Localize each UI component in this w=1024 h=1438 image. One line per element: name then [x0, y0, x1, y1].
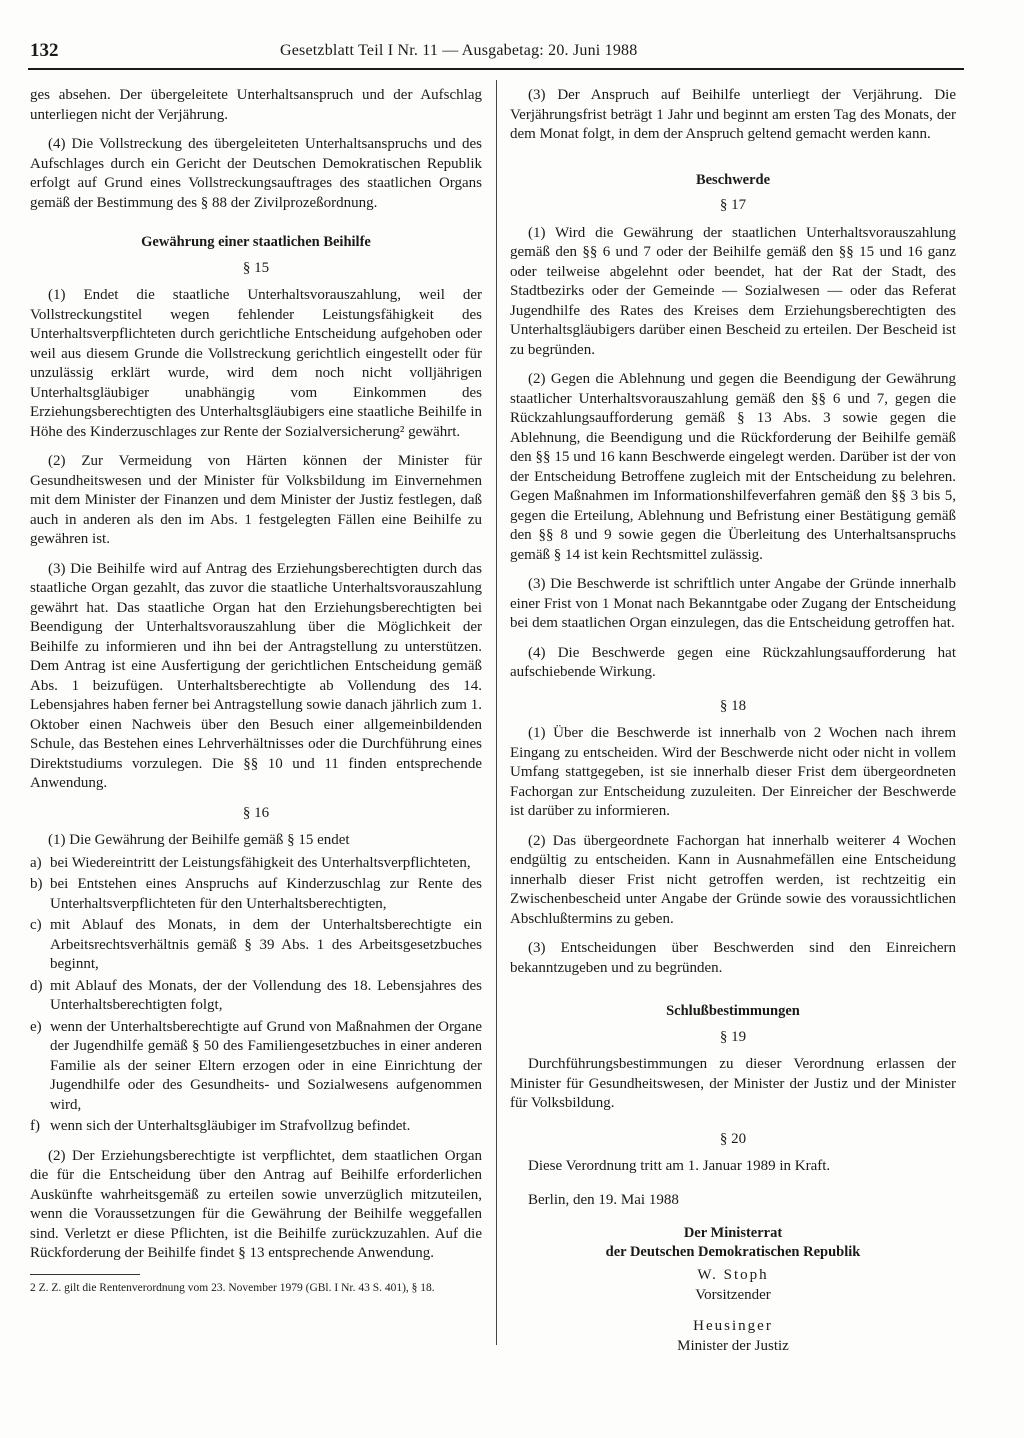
signatory-name: W. Stoph: [697, 1267, 769, 1283]
paragraph-20: Diese Verordnung tritt am 1. Januar 1989 in Kraft.: [528, 1158, 831, 1174]
header-rule: [28, 68, 964, 70]
paragraph-15-1: (1) Endet die staatliche Unterhaltsvorauszahlung, weil der Vollstreckungstitel wegen fehlender Leistungsfähigkeit des Unterhaltsverpflichteten durch gerichtliche Entscheidung aufgehoben oder weil aus diesem Grunde die Vollstreckung gerichtlich eingestellt oder für unzulässig erklärt wurde, wird dem noch nicht volljährigen Unterhaltsgläubiger unabhängig vom Einkommen des Erziehungsberechtigten des Unterhaltsgläubigers eine staatliche Beihilfe in Höhe des Kinderzuschlages zur Rente der Sozialversicherung² gewährt.: [30, 287, 482, 440]
paragraph-14-4: (4) Die Vollstreckung des übergeleiteten Unterhaltsanspruchs und des Aufschlages durch ein Gericht der Deutschen Demokratischen Republik erfolgt auf Grund eines Vollstreckungsauftrages des staatlichen Organs gemäß der Bestimmung des § 88 der Zivilprozeßordnung.: [30, 136, 482, 211]
paragraph-18-2: (2) Das übergeordnete Fachorgan hat innerhalb weiterer 4 Wochen endgültig zu entscheiden. Kann in Ausnahmefällen eine Entscheidung innerhalb dieser Frist nicht getroffen werden, ist rechtzeitig ein Zwischenbescheid unter Angabe der Gründe sowie des voraussichtlichen Abschlußtermins zu geben.: [510, 832, 956, 927]
footnote-rule: [30, 1274, 140, 1275]
paragraph-16-3: (3) Der Anspruch auf Beihilfe unterliegt der Verjährung. Die Verjährungsfrist beträgt 1 Jahr und beginnt am ersten Tag des Monats, der dem Monat folgt, in dem der Anspruch geltend gemacht werden kann.: [510, 87, 956, 142]
right-column: [510, 86, 956, 1356]
section-16-title: § 16: [242, 804, 270, 821]
list-item: c) mit Ablauf des Monats, in dem der Unterhaltsberechtigte ein Arbeitsrechtsverhältnis gemäß § 39 Abs. 1 des Arbeitsgesetzbuches beginnt,: [30, 917, 482, 972]
paragraph-17-3: (3) Die Beschwerde ist schriftlich unter Angabe der Gründe innerhalb einer Frist von 1 Monat nach Bekanntgabe oder Zugang der Entscheidung bei dem staatlichen Organ einzulegen, das die Entscheidung getroffen hat.: [510, 576, 956, 631]
place-date: Berlin, den 19. Mai 1988: [528, 1191, 679, 1208]
list-item: e) wenn der Unterhaltsberechtigte auf Grund von Maßnahmen der Organe der Jugendhilfe gemäß § 50 des Familiengesetzbuches in einer anderen Familie als der seiner Eltern erzogen oder in eine Einrichtung der Jugendhilfe oder des Gesundheits- und Sozialwesens aufgenommen wird,: [30, 1018, 482, 1113]
list-item: f) wenn sich der Unterhaltsgläubiger im Strafvollzug befindet.: [30, 1118, 411, 1134]
signatory-organisation: Der Ministerrat: [683, 1225, 783, 1241]
section-15-title: § 15: [242, 259, 270, 276]
list-item: a) bei Wiedereintritt der Leistungsfähigkeit des Unterhaltsverpflichteten,: [30, 854, 471, 871]
section-heading-beschwerde: Beschwerde: [695, 171, 771, 188]
paragraph-16-1: (1) Die Gewährung der Beihilfe gemäß § 15 endet: [48, 832, 350, 848]
paragraph-18-1: (1) Über die Beschwerde ist innerhalb von 2 Wochen nach ihrem Eingang zu entscheiden. Wird der Beschwerde nicht oder nicht in vollem Umfang stattgegeben, ist sie innerhalb dieser Frist dem übergeordneten Fachorgan zur Entscheidung zuzuleiten. Der Einreicher der Beschwerde ist darüber zu informieren.: [510, 725, 956, 819]
paragraph-15-2: (2) Zur Vermeidung von Härten können der Minister für Gesundheitswesen und der Minister für Volksbildung im Einvernehmen mit dem Minister der Finanzen und dem Minister der Justiz festlegen, daß auch in anderen als den im Abs. 1 festgelegten Fällen eine Beihilfe zu gewähren ist.: [30, 453, 482, 547]
paragraph-18-3: (3) Entscheidungen über Beschwerden sind den Einreichern bekanntzugeben und zu begründen.: [510, 940, 956, 976]
section-17-title: § 17: [719, 197, 747, 213]
signatory-organisation-line-2: der Deutschen Demokratischen Republik: [605, 1244, 861, 1260]
paragraph-17-1: (1) Wird die Gewährung der staatlichen Unterhaltsvorauszahlung gemäß den §§ 6 und 7 oder der Beihilfe gemäß den §§ 15 und 16 ganz oder teilweise abgelehnt oder beendet, hat der Rat der Stadt, des Stadtbezirks oder der Gemeinde — Sozialwesen — oder das Referat Jugendhilfe des Rates des Kreises dem Erziehungsberechtigten des Unterhaltsgläubigers darüber einen Bescheid zu erteilen. Der Bescheid ist zu begründen.: [510, 224, 956, 358]
signatory-role: Minister der Justiz: [677, 1337, 789, 1354]
section-heading-beihilfe: Gewährung einer staatlichen Beihilfe: [141, 234, 371, 250]
section-heading-schluss: Schlußbestimmungen: [666, 1003, 800, 1019]
signatory-name: Heusinger: [693, 1318, 773, 1334]
paragraph-17-2: (2) Gegen die Ablehnung und gegen die Beendigung der Gewährung staatlicher Unterhaltsvorauszahlung gemäß den §§ 6 und 7, gegen die Rückzahlungsaufforderung gemäß § 13 Abs. 3 sowie gegen die Ablehnung, die Beendigung und die Rückforderung der Beihilfe gemäß den §§ 15 und 16 kann Beschwerde eingelegt werden. Darüber ist der von der Entscheidung Betroffene zugleich mit der Entscheidung zu belehren. Gegen Maßnahmen im Informationshilfeverfahren gemäß den §§ 3 bis 5, gegen die Erteilung, Ablehnung und Befristung einer Bestätigung gemäß den §§ 8 und 9 sowie gegen die Überleitung des Unterhaltsanspruchs gemäß § 14 ist kein Rechtsmittel zulässig.: [510, 371, 956, 563]
signatory-role: Vorsitzender: [695, 1286, 771, 1303]
list-16-1: [30, 854, 482, 1137]
page-number: 132: [30, 40, 59, 61]
paragraph-continuation: ges absehen. Der übergeleitete Unterhaltsanspruch und der Aufschlag unterliegen nicht der Verjährung.: [30, 87, 482, 123]
signature-block: [510, 1224, 956, 1356]
paragraph-15-3: (3) Die Beihilfe wird auf Antrag des Erziehungsberechtigten durch das staatliche Organ gezahlt, das zuvor die staatliche Unterhaltsvorauszahlung gewährt hat. Das staatliche Organ hat den Erziehungsberechtigten bei Beendigung der Unterhaltsvorauszahlung über die Möglichkeit der Beihilfe zu informieren und ihn bei der Antragstellung zu unterstützen. Dem Antrag ist eine Ausfertigung der gerichtlichen Entscheidung gemäß Abs. 1 beizufügen. Unterhaltsberechtigte ab Vollendung des 14. Lebensjahres haben ferner bei Antragstellung sowie danach jährlich zum 1. Oktober einen Nachweis über den Besuch einer allgemeinbildenden Schule, das Bestehen eines Lehrverhältnisses oder die Durchführung eines Direktstudiums vorzulegen. Die §§ 10 und 11 finden entsprechende Anwendung.: [30, 560, 482, 791]
paragraph-19: Durchführungsbestimmungen zu dieser Verordnung erlassen der Minister für Gesundheitswesen, der Minister der Justiz und der Minister für Volksbildung.: [510, 1056, 956, 1111]
paragraph-16-2: (2) Der Erziehungsberechtigte ist verpflichtet, dem staatlichen Organ die für die Entscheidung über den Antrag auf Beihilfe erforderlichen Auskünfte wahrheitsgemäß zu erteilen sowie unverzüglich mitzuteilen, wenn die Voraussetzungen für die Gewährung der Beihilfe weggefallen sind. Verletzt er diese Pflichten, ist die Beihilfe zurückzuzahlen. Auf die Rückforderung der Beihilfe findet § 13 entsprechende Anwendung.: [30, 1147, 482, 1261]
list-item: d) mit Ablauf des Monats, der der Vollendung des 18. Lebensjahres des Unterhaltsberechtigten folgt,: [30, 977, 482, 1013]
section-19-title: § 19: [719, 1028, 747, 1045]
section-18-title: § 18: [719, 697, 747, 714]
paragraph-17-4: (4) Die Beschwerde gegen eine Rückzahlungsaufforderung hat aufschiebende Wirkung.: [510, 644, 956, 680]
footnote: 2 Z. Z. gilt die Rentenverordnung vom 23. November 1979 (GBl. I Nr. 43 S. 401), § 18.: [30, 1281, 435, 1294]
left-column: [30, 86, 482, 1296]
running-header: Gesetzblatt Teil I Nr. 11 — Ausgabetag: 20. Juni 1988: [280, 42, 638, 59]
column-divider: [496, 80, 497, 1345]
list-item: b) bei Entstehen eines Anspruchs auf Kinderzuschlag zur Rente des Unterhaltsverpflichteten für den Unterhaltsberechtigten,: [30, 876, 482, 912]
section-20-title: § 20: [719, 1130, 747, 1147]
